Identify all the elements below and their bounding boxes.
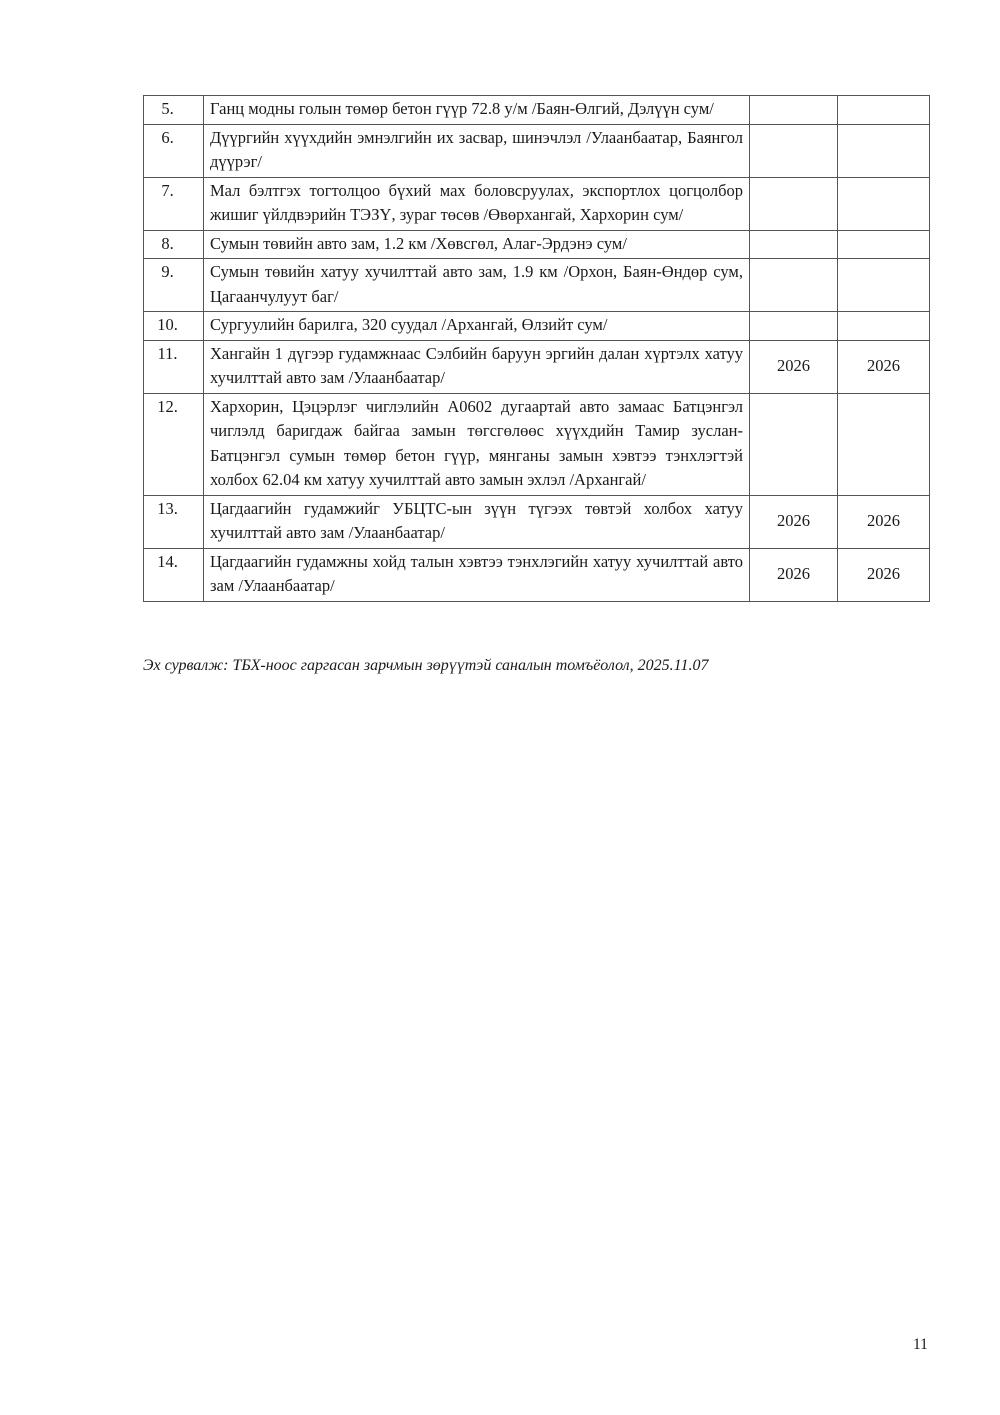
table-row xyxy=(144,259,930,312)
year-start-cell xyxy=(750,230,838,259)
year-start-cell xyxy=(750,124,838,177)
table-row xyxy=(144,393,930,495)
year-start-cell xyxy=(750,177,838,230)
year-end-cell: 2026 xyxy=(838,340,930,393)
year-end-cell: 2026 xyxy=(838,495,930,548)
project-description: Хархорин, Цэцэрлэг чиглэлийн А0602 дугаартай авто замаас Батцэнгэл чиглэлд баригдаж байгаа замын төгсгөлөөс хүүхдийн Тамир зуслан-Батцэнгэл сумын төмөр бетон гүүр, мянганы замын хэвтээ тэнхлэгтэй холбох 62.04 км хатуу хучилттай авто замын эхлэл /Архангай/ xyxy=(204,393,750,495)
project-description: Ганц модны голын төмөр бетон гүүр 72.8 у/м /Баян-Өлгий, Дэлүүн сум/ xyxy=(204,96,750,125)
table-row xyxy=(144,548,930,601)
project-description: Цагдаагийн гудамжийг УБЦТС-ын зүүн түгээх төвтэй холбох хатуу хучилттай авто зам /Улаанбаатар/ xyxy=(204,495,750,548)
table-row xyxy=(144,177,930,230)
row-number: 11. xyxy=(144,340,204,393)
year-start-cell xyxy=(750,259,838,312)
year-end-cell xyxy=(838,124,930,177)
table-row xyxy=(144,312,930,341)
table-row xyxy=(144,96,930,125)
row-number: 12. xyxy=(144,393,204,495)
table-row xyxy=(144,230,930,259)
project-description: Цагдаагийн гудамжны хойд талын хэвтээ тэнхлэгийн хатуу хучилттай авто зам /Улаанбаатар/ xyxy=(204,548,750,601)
project-description: Сургуулийн барилга, 320 суудал /Архангай, Өлзийт сум/ xyxy=(204,312,750,341)
project-description: Сумын төвийн авто зам, 1.2 км /Хөвсгөл, Алаг-Эрдэнэ сум/ xyxy=(204,230,750,259)
row-number: 9. xyxy=(144,259,204,312)
project-description: Хангайн 1 дүгээр гудамжнаас Сэлбийн баруун эргийн далан хүртэлх хатуу хучилттай авто зам /Улаанбаатар/ xyxy=(204,340,750,393)
year-start-cell: 2026 xyxy=(750,548,838,601)
row-number: 13. xyxy=(144,495,204,548)
row-number: 7. xyxy=(144,177,204,230)
row-number: 14. xyxy=(144,548,204,601)
project-description: Сумын төвийн хатуу хучилттай авто зам, 1.9 км /Орхон, Баян-Өндөр сум, Цагаанчулуут баг/ xyxy=(204,259,750,312)
year-start-cell: 2026 xyxy=(750,495,838,548)
year-start-cell: 2026 xyxy=(750,340,838,393)
project-description: Дүүргийн хүүхдийн эмнэлгийн их засвар, шинэчлэл /Улаанбаатар, Баянгол дүүрэг/ xyxy=(204,124,750,177)
project-description: Мал бэлтгэх тогтолцоо бүхий мах боловсруулах, экспортлох цогцолбор жишиг үйлдвэрийн ТЭЗҮ, зураг төсөв /Өвөрхангай, Хархорин сум/ xyxy=(204,177,750,230)
year-end-cell xyxy=(838,393,930,495)
year-end-cell xyxy=(838,230,930,259)
year-end-cell xyxy=(838,96,930,125)
row-number: 6. xyxy=(144,124,204,177)
table-row xyxy=(144,495,930,548)
year-start-cell xyxy=(750,312,838,341)
year-start-cell xyxy=(750,96,838,125)
year-end-cell: 2026 xyxy=(838,548,930,601)
row-number: 8. xyxy=(144,230,204,259)
table-row xyxy=(144,340,930,393)
year-start-cell xyxy=(750,393,838,495)
table-row xyxy=(144,124,930,177)
projects-table xyxy=(143,95,930,602)
source-note: Эх сурвалж: ТБХ-ноос гаргасан зарчмын зөрүүтэй саналын томъёолол, 2025.11.07 xyxy=(143,657,709,674)
page-number: 11 xyxy=(913,1336,928,1353)
year-end-cell xyxy=(838,312,930,341)
year-end-cell xyxy=(838,177,930,230)
year-end-cell xyxy=(838,259,930,312)
row-number: 5. xyxy=(144,96,204,125)
row-number: 10. xyxy=(144,312,204,341)
